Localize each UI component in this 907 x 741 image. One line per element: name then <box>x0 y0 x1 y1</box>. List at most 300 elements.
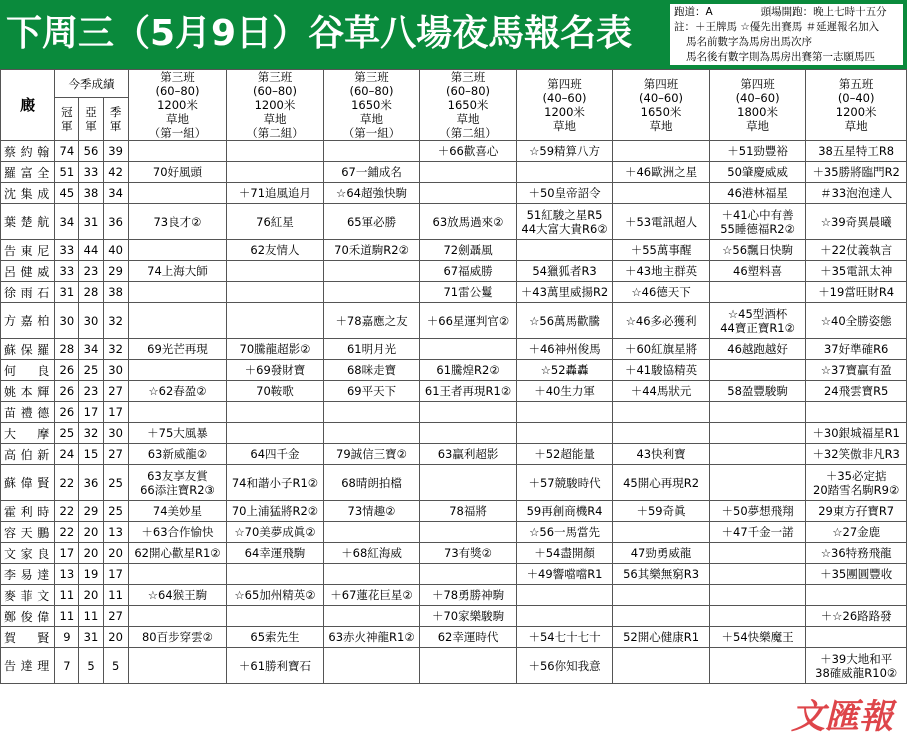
jockey-name: 麥菲文 <box>1 585 55 606</box>
jockey-name: 霍利時 <box>1 501 55 522</box>
entry-cell: ＋35勝將臨門R2 <box>806 162 907 183</box>
wins-count: 25 <box>55 423 79 444</box>
thirds-count: 27 <box>103 381 128 402</box>
entry-cell: ＋41駿協精英 <box>613 360 710 381</box>
race-header-6 <box>613 70 710 141</box>
entry-cell <box>420 423 517 444</box>
entry-cell <box>709 543 806 564</box>
entry-cell <box>806 585 907 606</box>
race-header-line: (40–60) <box>542 91 587 105</box>
entry-cell: 58盈豐駿駒 <box>709 381 806 402</box>
race-header-line: 草地 <box>263 112 287 126</box>
jockey-name: 李易達 <box>1 564 55 585</box>
entry-cell: ＋☆26路路發 <box>806 606 907 627</box>
entry-cell <box>709 564 806 585</box>
entry-cell: ＋66星運判官② <box>420 303 517 339</box>
jockey-name: 葉楚航 <box>1 204 55 240</box>
entry-cell: 61明月光 <box>323 339 420 360</box>
seconds-header <box>79 98 103 141</box>
entry-cell <box>227 162 324 183</box>
seconds-count: 20 <box>79 543 103 564</box>
logo-text: 文匯報 <box>791 697 893 737</box>
entry-cell <box>516 402 613 423</box>
race-header-line: (0–40) <box>837 91 875 105</box>
entry-cell: ＋56你知我意 <box>516 648 613 684</box>
entry-cell: 71雷公鬘 <box>420 282 517 303</box>
jockey-name: 何良 <box>1 360 55 381</box>
jockey-name: 呂健威 <box>1 261 55 282</box>
entry-cell: ＋47千金一諾 <box>709 522 806 543</box>
stat-header-char: 軍 <box>61 119 73 134</box>
entry-cell <box>420 465 517 501</box>
entry-cell: 63贏利超影 <box>420 444 517 465</box>
thirds-count: 30 <box>103 360 128 381</box>
entry-cell <box>709 423 806 444</box>
entry-cell <box>806 648 907 684</box>
entry-cell: 43快利寶 <box>613 444 710 465</box>
table-row <box>1 444 907 465</box>
race-header-line: 草地 <box>553 119 577 133</box>
entry-cell: ＋53電訊超人 <box>613 204 710 240</box>
seconds-count: 15 <box>79 444 103 465</box>
entry-cell: ＋35電訊太神 <box>806 261 907 282</box>
thirds-count: 32 <box>103 339 128 360</box>
entry-cell: 68晴朗拍檔 <box>323 465 420 501</box>
race-header-line: 1650米 <box>640 105 682 119</box>
entry-cell: ☆64超強快駒 <box>323 183 420 204</box>
entry-cell <box>516 423 613 444</box>
entry-cell <box>227 282 324 303</box>
entry-cell <box>128 606 227 627</box>
race-header-8 <box>806 70 907 141</box>
entry-cell: ☆52轟轟 <box>516 360 613 381</box>
entry-cell: 29東方孖寶R7 <box>806 501 907 522</box>
table-row <box>1 522 907 543</box>
entry-cell: ＃33泡泡達人 <box>806 183 907 204</box>
table-row <box>1 282 907 303</box>
entry-cell <box>613 423 710 444</box>
entry-cell: ☆56飄日快駒 <box>709 240 806 261</box>
entry-cell: ＋32笑傲非凡R3 <box>806 444 907 465</box>
seconds-count: 36 <box>79 465 103 501</box>
thirds-count: 11 <box>103 585 128 606</box>
table-row <box>1 360 907 381</box>
entry-cell: 63新威龍② <box>128 444 227 465</box>
seconds-count: 28 <box>79 282 103 303</box>
thirds-count: 40 <box>103 240 128 261</box>
jockey-name: 蘇保羅 <box>1 339 55 360</box>
thirds-count: 13 <box>103 522 128 543</box>
entry-cell: ☆46多必獲利 <box>613 303 710 339</box>
entry-cell <box>806 465 907 501</box>
entry-cell <box>128 564 227 585</box>
entry-cell: 61騰煌R2② <box>420 360 517 381</box>
race-header-line: 1650米 <box>447 98 489 112</box>
entry-cell: 46越跑越好 <box>709 339 806 360</box>
entry-cell: ＋54盡開顏 <box>516 543 613 564</box>
entry-cell: ＋30銀城福星R1 <box>806 423 907 444</box>
entry-cell: 65索先生 <box>227 627 324 648</box>
entry-cell: ＋67蓮花巨星② <box>323 585 420 606</box>
page-title: 下周三（5月9日）谷草八場夜馬報名表 <box>6 13 633 54</box>
race-header-line: 1200米 <box>835 105 877 119</box>
entry-cell <box>323 648 420 684</box>
jockey-column-header: 廄 <box>1 70 55 141</box>
wins-count: 22 <box>55 465 79 501</box>
race-header-line: 1800米 <box>737 105 778 119</box>
entry-cell <box>420 402 517 423</box>
table-row <box>1 141 907 162</box>
entry-cell: ☆56一馬當先 <box>516 522 613 543</box>
race-header-line: 1200米 <box>157 98 198 112</box>
entry-cell: ☆46德天下 <box>613 282 710 303</box>
entry-cell: 74上海大師 <box>128 261 227 282</box>
wins-count: 22 <box>55 522 79 543</box>
entry-cell <box>420 522 517 543</box>
entry-cell: ＋54快樂魔王 <box>709 627 806 648</box>
entry-cell <box>128 402 227 423</box>
entry-cell <box>323 606 420 627</box>
entry-cell: ☆64猴王駒 <box>128 585 227 606</box>
entry-cell: 67一鋪成名 <box>323 162 420 183</box>
entry-cell <box>128 183 227 204</box>
entry-cell: 74美妙星 <box>128 501 227 522</box>
entry-cell <box>420 162 517 183</box>
thirds-count: 39 <box>103 141 128 162</box>
entry-cell: 78福將 <box>420 501 517 522</box>
race-header-line: 1200米 <box>544 105 585 119</box>
wins-count: 9 <box>55 627 79 648</box>
entry-cell <box>323 522 420 543</box>
horse-entry: 66添注寶R2③ <box>140 482 215 497</box>
horse-entry: 20踏雪名駒R9② <box>813 482 900 497</box>
seconds-count: 31 <box>79 627 103 648</box>
entry-cell <box>420 183 517 204</box>
entry-cell <box>323 564 420 585</box>
entry-cell: 62幸運時代 <box>420 627 517 648</box>
seconds-count: 23 <box>79 261 103 282</box>
race-header-line: 第三班 <box>354 70 389 84</box>
stat-header-char: 季 <box>109 105 122 120</box>
horse-entry: 38確威龍R10② <box>815 665 898 680</box>
notes-line-4: 馬名後有數字則為馬房出賽第一志願馬匹 <box>686 51 875 63</box>
entry-cell: ＋35團圓豐收 <box>806 564 907 585</box>
jockey-name: 文家良 <box>1 543 55 564</box>
race-header-line: (60–80) <box>155 84 200 98</box>
entry-cell: ＋78勇勝神駒 <box>420 585 517 606</box>
seconds-count: 30 <box>79 303 103 339</box>
entry-cell <box>613 522 710 543</box>
thirds-count: 20 <box>103 543 128 564</box>
thirds-count: 17 <box>103 402 128 423</box>
jockey-name: 蘇偉賢 <box>1 465 55 501</box>
entry-cell: 73情趣② <box>323 501 420 522</box>
entry-cell: 47勁勇威龍 <box>613 543 710 564</box>
season-results-header: 今季成績 <box>55 70 128 98</box>
entry-cell <box>806 627 907 648</box>
wins-count: 7 <box>55 648 79 684</box>
entry-cell <box>613 606 710 627</box>
entry-cell <box>709 465 806 501</box>
entry-cell: 72劍聶風 <box>420 240 517 261</box>
jockey-name: 苗禮德 <box>1 402 55 423</box>
wins-count: 74 <box>55 141 79 162</box>
entry-cell: 46港林福星 <box>709 183 806 204</box>
entry-cell: ＋71追風追月 <box>227 183 324 204</box>
notes-line-1 <box>674 5 899 20</box>
entry-cell <box>613 648 710 684</box>
entry-cell: 65軍必勝 <box>323 204 420 240</box>
entry-cell <box>128 282 227 303</box>
entry-cell: ＋70家樂駿駒 <box>420 606 517 627</box>
jockey-name: 蔡約翰 <box>1 141 55 162</box>
table-row <box>1 339 907 360</box>
entry-cell: 46塑料喜 <box>709 261 806 282</box>
entry-cell: 70好風頭 <box>128 162 227 183</box>
race-header-1 <box>128 70 227 141</box>
entry-cell: ☆37寶贏有盈 <box>806 360 907 381</box>
entry-cell: ☆62春盈② <box>128 381 227 402</box>
entry-cell: ＋51勁豐裕 <box>709 141 806 162</box>
thirds-count: 30 <box>103 423 128 444</box>
table-row <box>1 261 907 282</box>
entry-cell <box>128 303 227 339</box>
entry-cell: 64四千金 <box>227 444 324 465</box>
entry-cell <box>516 606 613 627</box>
entry-cell: ＋44馬狀元 <box>613 381 710 402</box>
entry-cell: ＋61勝利寶石 <box>227 648 324 684</box>
wins-count: 13 <box>55 564 79 585</box>
entry-cell: ＋46神州俊馬 <box>516 339 613 360</box>
entry-cell <box>516 162 613 183</box>
race-header-line: 草地 <box>649 119 673 133</box>
entry-cell: 70上浦猛將R2② <box>227 501 324 522</box>
entry-cell: 70禾道駒R2② <box>323 240 420 261</box>
entry-cell: ＋68紅海威 <box>323 543 420 564</box>
race-header-7 <box>709 70 806 141</box>
seconds-count: 32 <box>79 423 103 444</box>
entry-cell <box>128 465 227 501</box>
wins-count: 34 <box>55 204 79 240</box>
thirds-count: 36 <box>103 204 128 240</box>
jockey-name: 高伯新 <box>1 444 55 465</box>
entry-cell: ☆59精算八方 <box>516 141 613 162</box>
wins-count: 51 <box>55 162 79 183</box>
jockey-name: 羅富全 <box>1 162 55 183</box>
entry-cell: 73有獎② <box>420 543 517 564</box>
thirds-count: 5 <box>103 648 128 684</box>
entry-cell: 80百步穿雲② <box>128 627 227 648</box>
race-header-line: (60–80) <box>252 84 297 98</box>
entry-cell: 61王者再現R1② <box>420 381 517 402</box>
entry-cell: 37好準確R6 <box>806 339 907 360</box>
wins-count: 28 <box>55 339 79 360</box>
entry-cell <box>323 141 420 162</box>
entry-cell: ＋55萬事醒 <box>613 240 710 261</box>
entry-cell: 45開心再現R2 <box>613 465 710 501</box>
horse-entry: ＋41心中有善 <box>721 207 794 222</box>
entry-cell: ＋75大風暴 <box>128 423 227 444</box>
jockey-name: 容天鵬 <box>1 522 55 543</box>
race-header-line: 第四班 <box>643 77 679 91</box>
wins-count: 31 <box>55 282 79 303</box>
table-row <box>1 585 907 606</box>
table-row <box>1 543 907 564</box>
race-header-line: (60–80) <box>446 84 491 98</box>
thirds-count: 20 <box>103 627 128 648</box>
entry-cell <box>709 360 806 381</box>
entry-cell <box>128 240 227 261</box>
entry-cell: ☆70美夢成眞② <box>227 522 324 543</box>
entry-cell: ＋63合作愉快 <box>128 522 227 543</box>
horse-entry: ＋35必定掂 <box>825 468 887 483</box>
wins-count: 33 <box>55 261 79 282</box>
wins-count: 30 <box>55 303 79 339</box>
entry-cell: 70鞍歌 <box>227 381 324 402</box>
wins-count: 33 <box>55 240 79 261</box>
thirds-count: 17 <box>103 564 128 585</box>
jockey-name: 告東尼 <box>1 240 55 261</box>
entry-cell <box>613 141 710 162</box>
entry-cell <box>806 402 907 423</box>
entry-cell: 50肇慶威威 <box>709 162 806 183</box>
thirds-count: 25 <box>103 501 128 522</box>
race-header-line: 第三班 <box>160 70 195 84</box>
table-row <box>1 606 907 627</box>
entry-cell <box>516 240 613 261</box>
race-header-line: 第四班 <box>547 77 582 91</box>
entry-cell <box>709 303 806 339</box>
thirds-count: 25 <box>103 465 128 501</box>
entry-cell <box>709 402 806 423</box>
seconds-count: 56 <box>79 141 103 162</box>
entry-cell: ☆40全勝姿態 <box>806 303 907 339</box>
race-header-line: (60–80) <box>349 84 394 98</box>
entry-cell: 38五星特工R8 <box>806 141 907 162</box>
wins-count: 17 <box>55 543 79 564</box>
wins-header <box>55 98 79 141</box>
horse-entry: 44大富大貴R6② <box>521 221 608 236</box>
notes-box <box>670 4 903 65</box>
thirds-count: 38 <box>103 282 128 303</box>
horse-entry: ☆45型酒杯 <box>727 306 788 321</box>
entry-cell: ☆56萬馬歡騰 <box>516 303 613 339</box>
jockey-name: 徐雨石 <box>1 282 55 303</box>
seconds-count: 17 <box>79 402 103 423</box>
seconds-count: 23 <box>79 381 103 402</box>
entry-cell <box>420 648 517 684</box>
entry-cell <box>227 141 324 162</box>
entry-cell <box>709 606 806 627</box>
entry-cell: ＋66歡喜心 <box>420 141 517 162</box>
wen-wei-po-logo <box>780 690 904 738</box>
race-header-line: 草地 <box>456 112 480 126</box>
thirds-header <box>103 98 128 141</box>
wins-count: 45 <box>55 183 79 204</box>
entry-cell: ☆27金鹿 <box>806 522 907 543</box>
entry-cell <box>227 606 324 627</box>
wins-count: 11 <box>55 606 79 627</box>
entry-cell <box>323 402 420 423</box>
horse-entry: 51紅駿之星R5 <box>526 207 603 222</box>
race-header-3 <box>323 70 420 141</box>
race-header-line: （第一組） <box>342 126 401 140</box>
race-header-2 <box>227 70 324 141</box>
jockey-name: 賀賢 <box>1 627 55 648</box>
entry-cell <box>128 141 227 162</box>
seconds-count: 5 <box>79 648 103 684</box>
entry-cell <box>516 585 613 606</box>
entry-cell: ＋43萬里威揚R2 <box>516 282 613 303</box>
table-row <box>1 381 907 402</box>
seconds-count: 20 <box>79 585 103 606</box>
entries-body <box>1 141 907 684</box>
seconds-count: 38 <box>79 183 103 204</box>
race-header-line: 草地 <box>360 112 383 126</box>
jockey-name: 沈集成 <box>1 183 55 204</box>
race-header-line: 第四班 <box>740 77 775 91</box>
entry-cell: ＋69發財寶 <box>227 360 324 381</box>
seconds-count: 44 <box>79 240 103 261</box>
table-row <box>1 564 907 585</box>
entry-cell: ＋43地主群英 <box>613 261 710 282</box>
entry-cell <box>709 648 806 684</box>
thirds-count: 27 <box>103 444 128 465</box>
entry-cell: 56其樂無窮R3 <box>613 564 710 585</box>
wins-count: 26 <box>55 381 79 402</box>
race-header-line: （第一組） <box>148 126 207 140</box>
wins-count: 26 <box>55 360 79 381</box>
entry-cell <box>709 282 806 303</box>
entry-cell: 79誠信三寶② <box>323 444 420 465</box>
entry-cell: 62開心歡星R1② <box>128 543 227 564</box>
wins-count: 24 <box>55 444 79 465</box>
entry-cell: ＋59奇眞 <box>613 501 710 522</box>
entry-cell <box>516 204 613 240</box>
entry-cell <box>323 423 420 444</box>
notes-line-2: 註：＋王牌馬 ☆優先出賽馬 ＃延遲報名加入 <box>674 21 880 33</box>
table-row <box>1 627 907 648</box>
notes-line-3: 馬名前數字為馬房出馬次序 <box>686 36 812 48</box>
entry-cell: 76紅星 <box>227 204 324 240</box>
entry-cell: 59再創商機R4 <box>516 501 613 522</box>
table-row <box>1 240 907 261</box>
entry-cell: ＋54七十七十 <box>516 627 613 648</box>
race-header-line: （第二組） <box>439 126 497 140</box>
table-row <box>1 501 907 522</box>
entry-cell <box>128 360 227 381</box>
table-row <box>1 648 907 684</box>
table-row <box>1 204 907 240</box>
entry-cell: 69平天下 <box>323 381 420 402</box>
entry-cell: 62友情人 <box>227 240 324 261</box>
wins-count: 22 <box>55 501 79 522</box>
jockey-name: 大摩 <box>1 423 55 444</box>
entry-cell: ＋60紅旗星將 <box>613 339 710 360</box>
horse-entry: 55睡德福R2② <box>720 221 795 236</box>
entry-cell: ＋19當旺財R4 <box>806 282 907 303</box>
entry-cell: ＋46歐洲之星 <box>613 162 710 183</box>
entries-table <box>0 69 907 684</box>
jockey-name: 告達理 <box>1 648 55 684</box>
entry-cell: ＋50皇帝詔令 <box>516 183 613 204</box>
entry-cell <box>323 261 420 282</box>
entry-cell <box>227 564 324 585</box>
race-header-line: 第三班 <box>257 70 293 84</box>
table-row <box>1 303 907 339</box>
entry-cell <box>128 648 227 684</box>
thirds-count: 34 <box>103 183 128 204</box>
